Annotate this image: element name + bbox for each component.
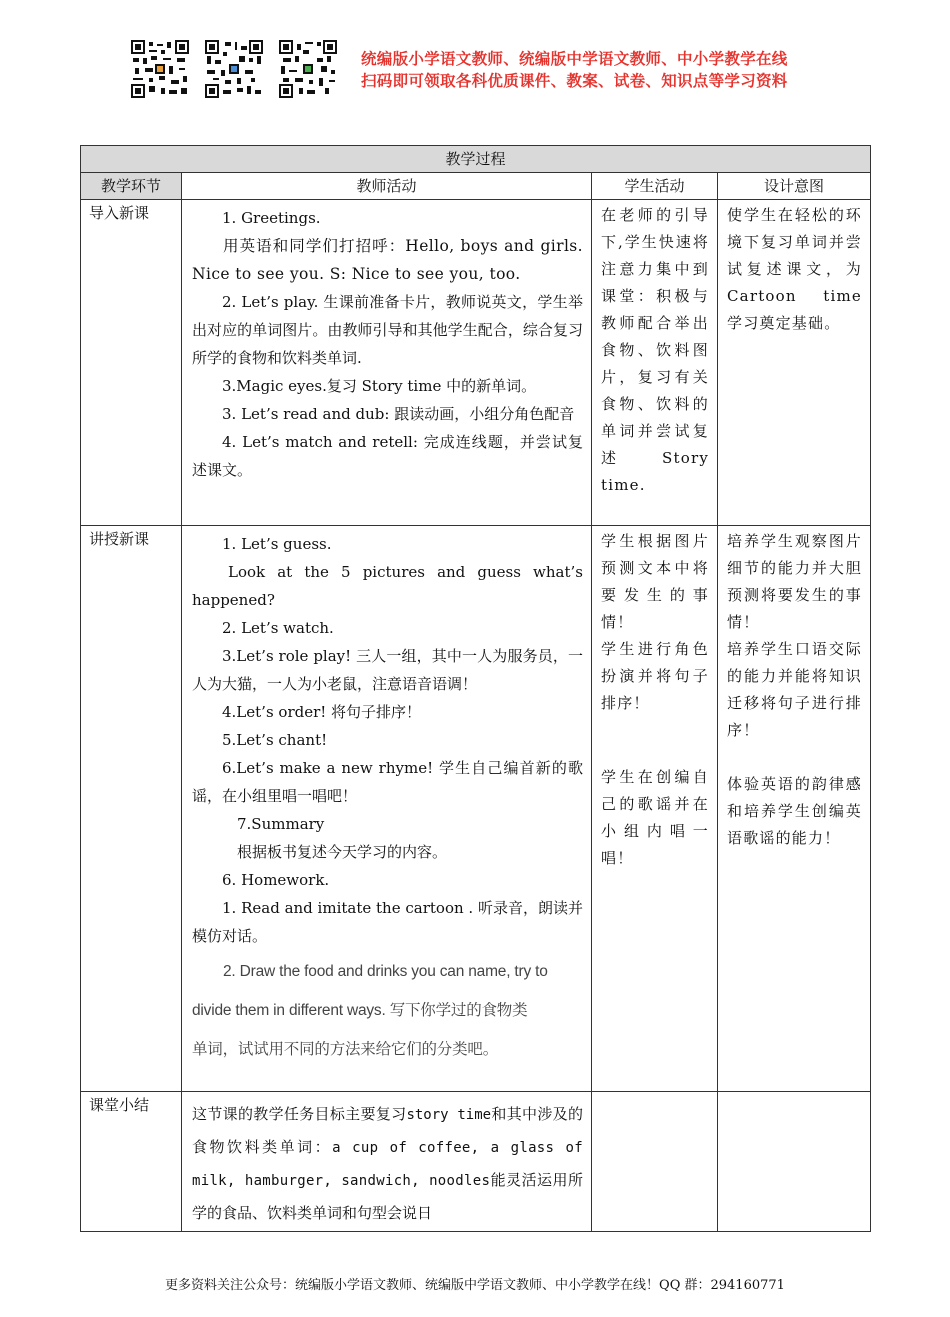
column-header-student: 学生活动 [592, 173, 718, 200]
table-row [81, 200, 871, 526]
footer-text: 更多资料关注公众号：统编版小学语文教师、统编版中学语文教师、中小学教学在线！QQ 群：294160771 [165, 1278, 785, 1293]
student-activity-cell: 在老师的引导下,学生快速将注意力集中到课堂：积极与教师配合举出食物、饮料图片，复习有关食物、饮料的单词并尝试复述 Story time. [592, 200, 718, 526]
teacher-line: 1. Let’s guess. [222, 535, 332, 553]
column-header-stage: 教学环节 [81, 173, 182, 200]
teacher-activity-cell [182, 526, 592, 1092]
promo-banner-text [361, 48, 831, 92]
student-activity-cell [592, 526, 718, 1092]
summary-text: 和其中涉及的食物饮料类单词： [192, 1105, 583, 1156]
summary-text: a cup of coffee, a glass of milk, hamburger, sandwich, noodles [192, 1140, 583, 1189]
teacher-line: 5.Let’s chant! [222, 731, 328, 749]
homework-image-line: 单词，试试用不同的方法来给它们的分类吧。 [192, 1041, 499, 1058]
teacher-line: 4.Let’s order! 将句子排序！ [222, 703, 422, 721]
qr-code-icon[interactable] [279, 40, 337, 98]
teacher-activity-cell [182, 1092, 592, 1232]
intent-note: 体验英语的韵律感和培养学生创编英语歌谣的能力！ [727, 775, 863, 847]
table-row [81, 1092, 871, 1232]
design-intent-cell [718, 526, 871, 1092]
student-activity-cell [592, 1092, 718, 1232]
student-note: 学生在创编自己的歌谣并在小组内唱一唱！ [601, 768, 709, 867]
qr-code-icon[interactable] [131, 40, 189, 98]
design-intent-cell: 使学生在轻松的环境下复习单词并尝试复述课文，为 Cartoon time 学习奠定基础。 [718, 200, 871, 526]
column-header-intent: 设计意图 [718, 173, 871, 200]
column-header-teacher: 教师活动 [182, 173, 592, 200]
summary-text: 能灵活运用所学的食品、饮料类单词和句型会说日 [192, 1171, 583, 1222]
stage-cell: 讲授新课 [81, 526, 182, 1092]
intent-note: 培养学生口语交际的能力并能将知识迁移将句子进行排序！ [727, 640, 863, 739]
teacher-line: 6.Let’s make a new rhyme! 学生自己编首新的歌谣，在小组里唱一唱吧！ [192, 759, 583, 805]
student-note: 学生进行角色扮演并将句子排序！ [601, 640, 709, 712]
homework-image-line: divide them in different ways. 写下你学过的食物类 [192, 1002, 528, 1019]
teacher-line: 2. Let’s watch. [222, 619, 334, 637]
teacher-line: 1. Read and imitate the cartoon . 听录音，朗读并模仿对话。 [192, 899, 583, 945]
homework-image-line: 2. Draw the food and drinks you can name, try to [223, 963, 548, 980]
design-intent-cell [718, 1092, 871, 1232]
summary-text: 这节课的教学任务目标主要复习 [192, 1105, 407, 1123]
teacher-line: 根据板书复述今天学习的内容。 [237, 843, 448, 861]
intent-note: 培养学生观察图片细节的能力并大胆预测将要发生的事情！ [727, 532, 863, 631]
teacher-line: 7.Summary [237, 815, 325, 833]
teacher-line: 用英语和同学们打招呼：Hello, boys and girls. Nice to see you. S: Nice to see you, too. [192, 237, 583, 283]
promo-header [131, 40, 831, 104]
teacher-line: 1. Greetings. [222, 209, 321, 227]
teacher-line: 6. Homework. [222, 871, 330, 889]
qr-code-icon[interactable] [205, 40, 263, 98]
table-title: 教学过程 [81, 146, 871, 173]
teacher-line: Look at the 5 pictures and guess what’s happened? [192, 563, 583, 609]
teacher-line: 3.Magic eyes.复习 Story time 中的新单词。 [222, 377, 537, 395]
stage-cell: 课堂小结 [81, 1092, 182, 1232]
summary-text: story time [406, 1107, 492, 1123]
teacher-activity-cell [182, 200, 592, 526]
teacher-line: 4. Let’s match and retell: 完成连线题，并尝试复述课文。 [192, 433, 583, 479]
promo-line-1: 统编版小学语文教师、统编版中学语文教师、中小学教学在线 [361, 50, 788, 68]
promo-line-2: 扫码即可领取各科优质课件、教案、试卷、知识点等学习资料 [361, 72, 788, 90]
table-row [81, 526, 871, 1092]
student-note: 学生根据图片预测文本中将要发生的事情！ [601, 532, 709, 631]
teacher-line: 3. Let’s read and dub: 跟读动画，小组分角色配音 [222, 405, 575, 423]
stage-cell: 导入新课 [81, 200, 182, 526]
teaching-process-table [80, 145, 871, 1232]
teacher-line: 2. Let’s play. 生课前准备卡片，教师说英文，学生举出对应的单词图片。由教师引导和其他学生配合，综合复习所学的食物和饮料类单词. [192, 293, 583, 367]
homework-image-text [192, 952, 583, 1069]
teacher-line: 3.Let’s role play! 三人一组，其中一人为服务员，一人为大猫，一人为小老鼠，注意语音语调！ [192, 647, 583, 693]
